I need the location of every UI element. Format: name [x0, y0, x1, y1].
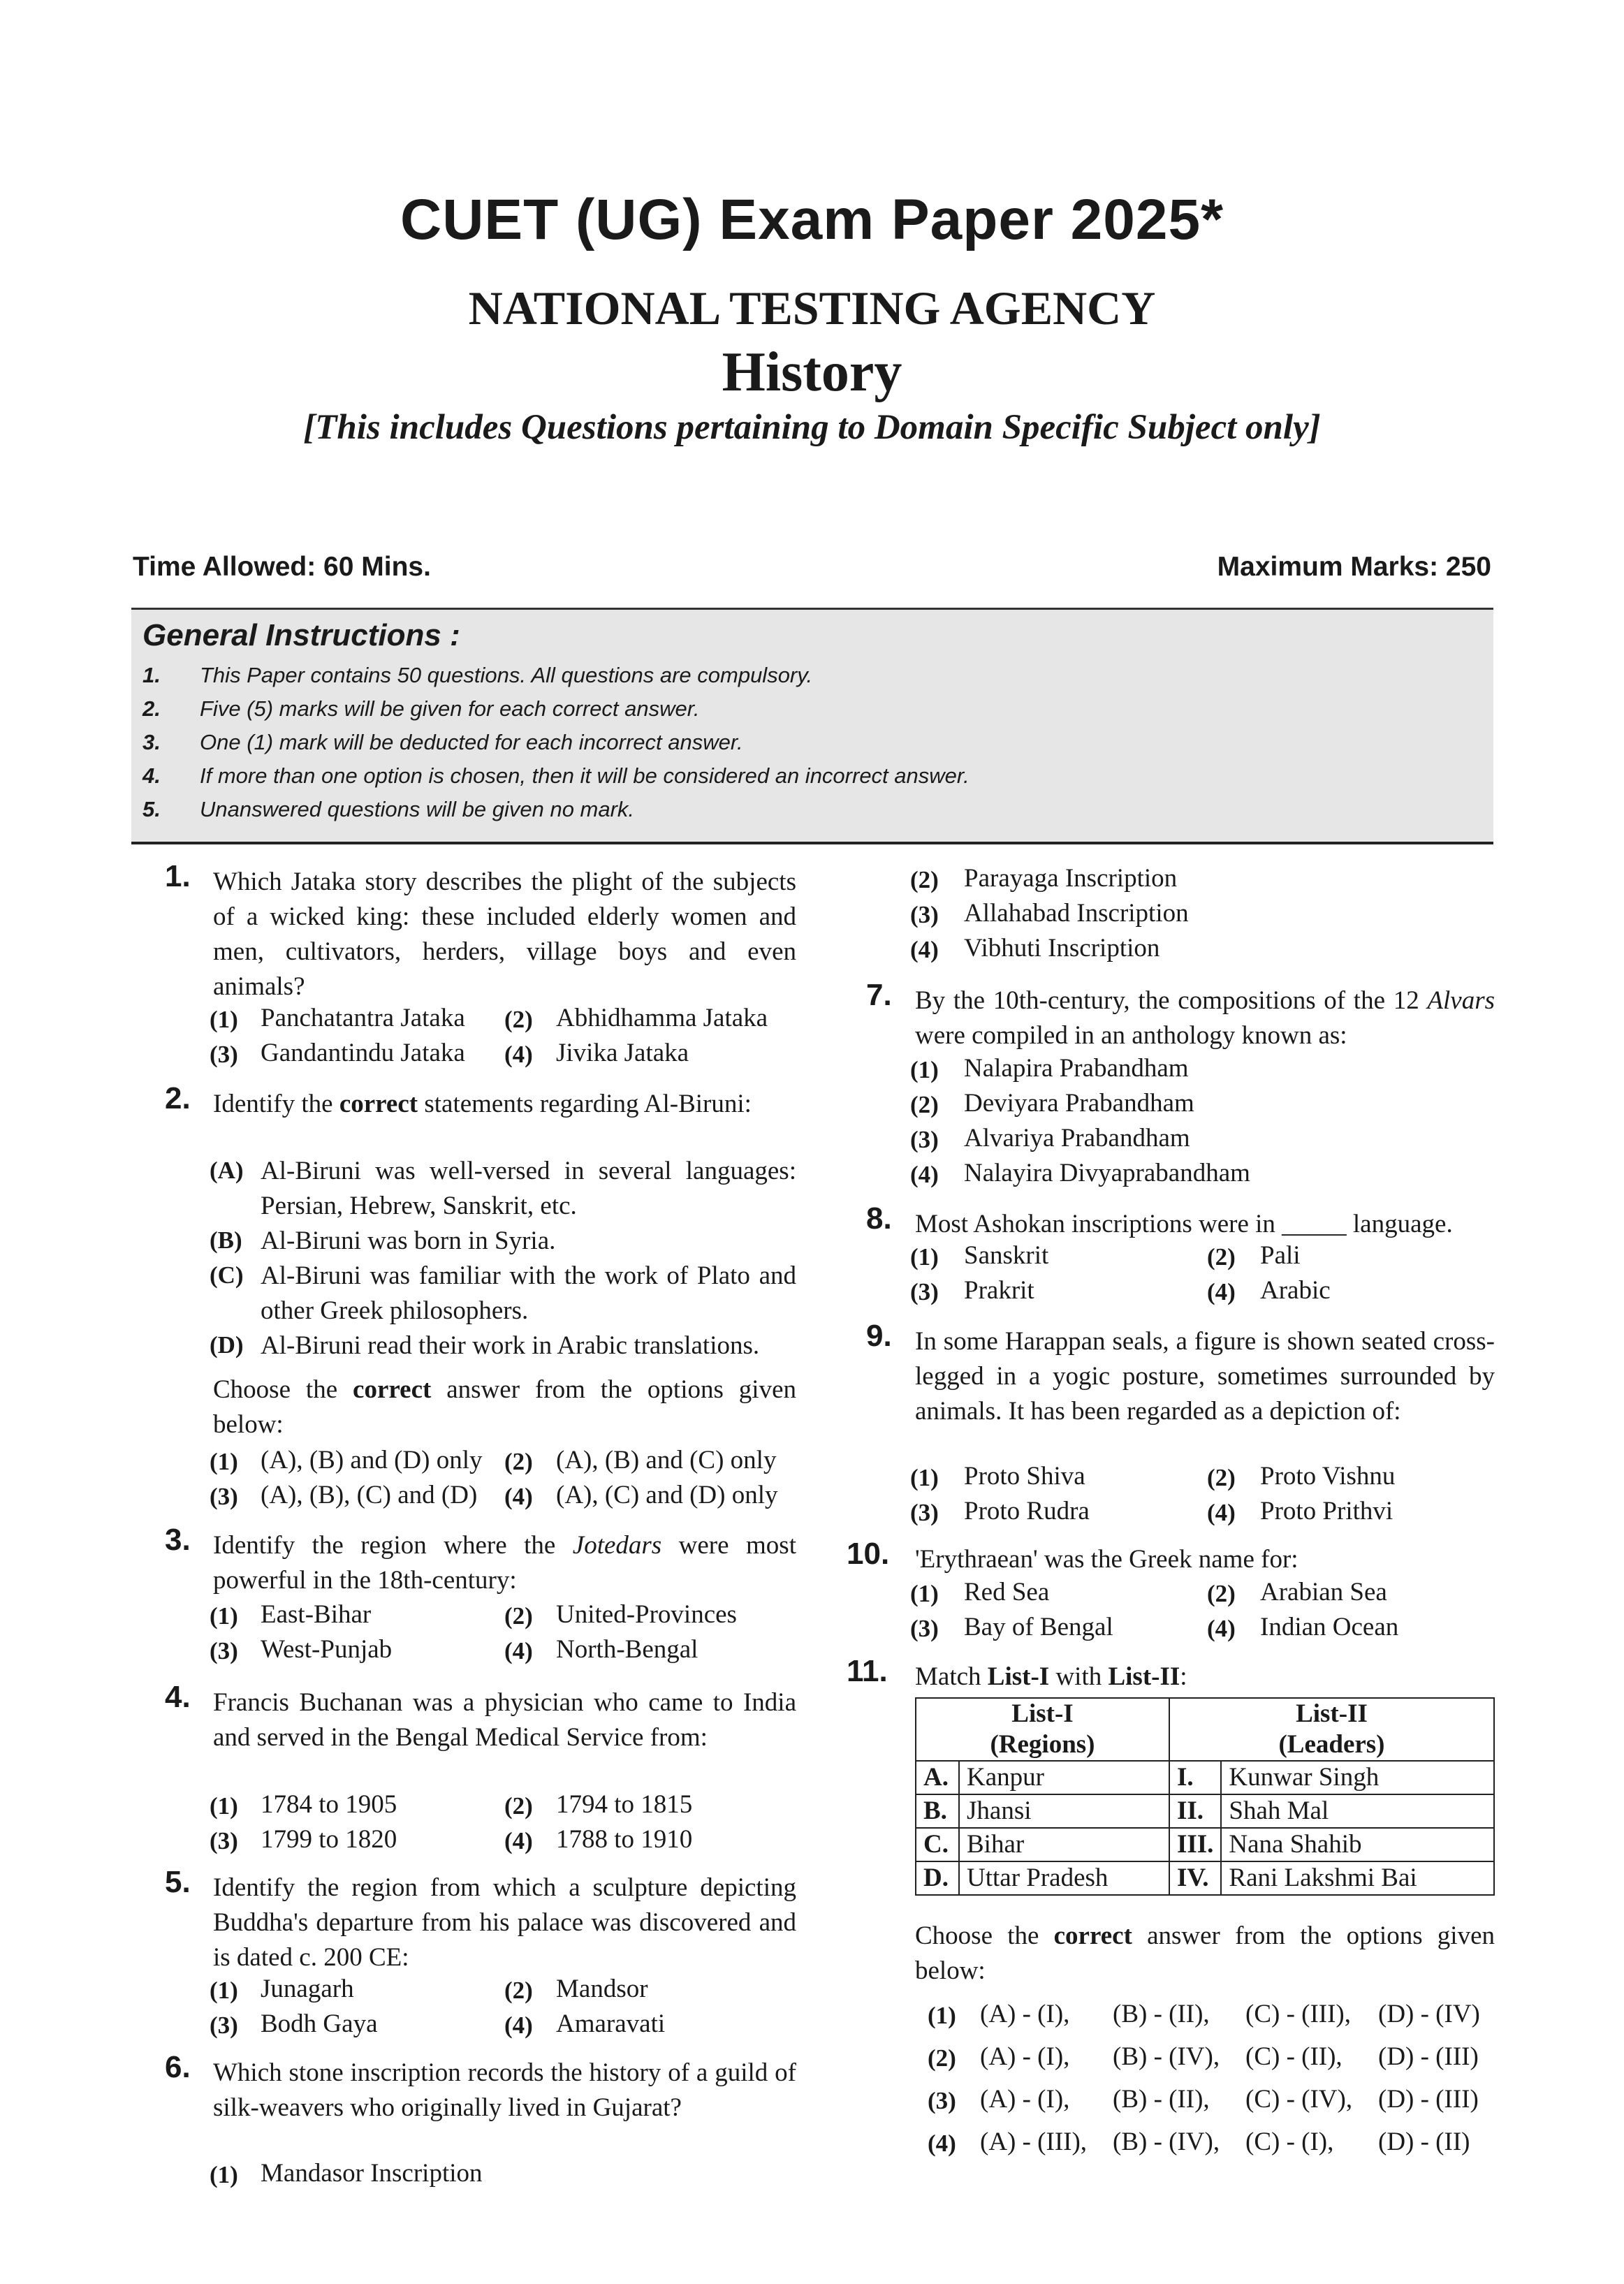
option-number: (3): [910, 901, 939, 928]
option-text: (B) - (IV),: [1113, 2128, 1220, 2156]
option-number: (4): [504, 2012, 533, 2039]
option-text: United-Provinces: [556, 1600, 737, 1629]
option-number: (3): [910, 1499, 939, 1526]
option-number: (4): [1207, 1499, 1236, 1526]
option-number: (4): [910, 1161, 939, 1188]
option-text: Proto Prithvi: [1260, 1497, 1393, 1525]
option-text: (D) - (III): [1378, 2042, 1479, 2071]
option-text: Alvariya Prabandham: [964, 1124, 1190, 1152]
option-text: 1784 to 1905: [261, 1790, 397, 1819]
option-number: (3): [910, 1278, 939, 1305]
question-number: 2.: [165, 1081, 191, 1115]
option-number: (4): [504, 1483, 533, 1510]
option-text: 1794 to 1815: [556, 1790, 693, 1819]
option-text: Nalayira Divyaprabandham: [964, 1159, 1250, 1187]
option-number: (2): [1207, 1464, 1236, 1491]
question-number: 1.: [165, 859, 191, 893]
table-row: B. Jhansi II. Shah Mal: [916, 1794, 1494, 1828]
option-number: (2): [504, 1006, 533, 1033]
option-number: (2): [928, 2044, 956, 2072]
option-number: (3): [910, 1126, 939, 1153]
subject-title: History: [722, 342, 902, 403]
option-text: Vibhuti Inscription: [964, 934, 1160, 962]
option-number: (1): [210, 1792, 238, 1820]
option-number: (4): [504, 1041, 533, 1068]
option-number: (1): [928, 2002, 956, 2029]
general-instructions-box: General Instructions : 1. This Paper contains 50 questions. All questions are compulsory. 2. Five (5) marks will be given for each correct answer. 3. One (1) mark will be deducted for each incorrect answer. 4. If more than one option is chosen, then it will be considered an incorrect answer. 5. Unanswered questions will be given no mark.: [131, 608, 1493, 844]
statement-text: Al-Biruni read their work in Arabic translations.: [261, 1331, 760, 1360]
option-text: Deviyara Prabandham: [964, 1089, 1194, 1118]
option-text: Junagarh: [261, 1975, 354, 2003]
option-number: (1): [210, 1448, 238, 1475]
option-text: Bodh Gaya: [261, 2010, 378, 2038]
question-number: 6.: [165, 2050, 191, 2084]
option-text: Parayaga Inscription: [964, 864, 1178, 893]
time-allowed: Time Allowed: 60 Mins.: [133, 552, 431, 582]
option-text: Proto Shiva: [964, 1462, 1085, 1491]
option-text: Nalapira Prabandham: [964, 1054, 1189, 1083]
option-number: (3): [210, 1827, 238, 1854]
question-text: Which stone inscription records the history of a guild of silk-weavers who originally lived in Gujarat?: [213, 2058, 796, 2122]
option-text: Jivika Jataka: [556, 1039, 689, 1067]
statement-text: Al-Biruni was well-versed in several languages: Persian, Hebrew, Sanskrit, etc.: [261, 1157, 796, 1220]
option-text: North-Bengal: [556, 1635, 698, 1664]
question-number: 9.: [866, 1319, 892, 1353]
option-text: (C) - (II),: [1245, 2042, 1343, 2071]
option-number: (3): [210, 1637, 238, 1664]
agency-name: NATIONAL TESTING AGENCY: [468, 281, 1156, 335]
statement-key: (B): [210, 1227, 242, 1254]
option-text: Panchatantra Jataka: [261, 1004, 465, 1032]
option-text: Mandsor: [556, 1975, 648, 2003]
option-text: Red Sea: [964, 1578, 1050, 1606]
option-text: (C) - (IV),: [1245, 2085, 1353, 2114]
statement-key: (D): [210, 1331, 244, 1359]
option-number: (3): [928, 2087, 956, 2114]
option-number: (4): [928, 2130, 956, 2157]
instructions-heading: General Instructions :: [142, 618, 460, 652]
question-number: 7.: [866, 978, 892, 1012]
option-text: (C) - (I),: [1245, 2128, 1334, 2156]
option-text: (A) - (III),: [980, 2128, 1088, 2156]
option-text: Proto Vishnu: [1260, 1462, 1396, 1491]
option-text: Allahabad Inscription: [964, 899, 1189, 928]
option-number: (2): [1207, 1580, 1236, 1607]
option-number: (4): [504, 1827, 533, 1854]
option-number: (2): [504, 1977, 533, 2004]
option-text: (B) - (II),: [1113, 2000, 1210, 2028]
question-text: In some Harappan seals, a figure is shown seated cross-legged in a yogic posture, sometimes surrounded by animals. It has been regarded as a depiction of:: [915, 1327, 1495, 1426]
option-number: (1): [210, 2161, 238, 2188]
question-number: 11.: [847, 1654, 888, 1688]
option-text: 1799 to 1820: [261, 1825, 397, 1854]
option-number: (1): [910, 1580, 939, 1607]
option-text: (A) - (I),: [980, 2085, 1070, 2114]
table-row: C. Bihar III. Nana Shahib: [916, 1828, 1494, 1861]
statement-key: (C): [210, 1261, 244, 1289]
option-number: (4): [1207, 1278, 1236, 1305]
option-text: Proto Rudra: [964, 1497, 1090, 1525]
option-text: (C) - (III),: [1245, 2000, 1351, 2028]
option-text: Abhidhamma Jataka: [556, 1004, 768, 1032]
option-text: (D) - (IV): [1378, 2000, 1480, 2028]
question-text: Francis Buchanan was a physician who came to India and served in the Bengal Medical Service from:: [213, 1688, 796, 1752]
statement-key: (A): [210, 1157, 244, 1184]
statement-text: Al-Biruni was familiar with the work of Plato and other Greek philosophers.: [261, 1261, 796, 1325]
list-1-header: List-I (Regions): [916, 1698, 1169, 1761]
paper-title: CUET (UG) Exam Paper 2025*: [400, 188, 1224, 251]
option-text: Amaravati: [556, 2010, 666, 2038]
question-number: 4.: [165, 1680, 191, 1714]
option-number: (3): [210, 1483, 238, 1510]
option-number: (3): [210, 1041, 238, 1068]
option-number: (1): [210, 1602, 238, 1630]
question-text: 'Erythraean' was the Greek name for:: [915, 1545, 1299, 1574]
option-number: (2): [910, 1091, 939, 1118]
statement-text: Al-Biruni was born in Syria.: [261, 1227, 556, 1255]
question-number: 8.: [866, 1201, 892, 1236]
question-text: Identify the region where the Jotedars were most powerful in the 18th-century:: [213, 1531, 796, 1595]
scope-note: [This includes Questions pertaining to Domain Specific Subject only]: [303, 408, 1321, 447]
question-text: By the 10th-century, the compositions of the 12 Alvars were compiled in an anthology known as:: [915, 986, 1495, 1050]
question-text: Identify the region from which a sculpture depicting Buddha's departure from his palace was discovered and is dated c. 200 CE:: [213, 1873, 796, 1972]
question-number: 10.: [847, 1537, 890, 1571]
option-text: Pali: [1260, 1241, 1301, 1270]
option-text: (B) - (IV),: [1113, 2042, 1220, 2071]
option-number: (1): [210, 1006, 238, 1033]
option-text: (A) - (I),: [980, 2042, 1070, 2071]
list-2-header: List-II (Leaders): [1169, 1698, 1494, 1761]
question-text: Identify the correct statements regarding Al-Biruni:: [213, 1090, 752, 1118]
option-text: (A), (C) and (D) only: [556, 1481, 778, 1509]
option-number: (2): [504, 1602, 533, 1630]
match-table: [915, 1697, 1495, 1896]
table-row: A. Kanpur I. Kunwar Singh: [916, 1761, 1494, 1794]
question-number: 5.: [165, 1865, 191, 1899]
option-text: Prakrit: [964, 1276, 1034, 1305]
option-text: 1788 to 1910: [556, 1825, 693, 1854]
question-text: Which Jataka story describes the plight of the subjects of a wicked king: these included elderly women and men, cultivators, herders, village boys and even animals?: [213, 868, 796, 1001]
choose-instruction: Choose the correct answer from the options given below:: [213, 1375, 796, 1439]
option-number: (4): [1207, 1615, 1236, 1642]
option-text: Gandantindu Jataka: [261, 1039, 465, 1067]
option-number: (1): [210, 1977, 238, 2004]
choose-instruction: Choose the correct answer from the options given below:: [915, 1921, 1495, 1985]
option-number: (3): [210, 2012, 238, 2039]
option-text: (D) - (II): [1378, 2128, 1470, 2156]
option-text: Mandasor Inscription: [261, 2159, 483, 2188]
option-number: (1): [910, 1056, 939, 1083]
option-text: (B) - (II),: [1113, 2085, 1210, 2114]
option-number: (2): [1207, 1243, 1236, 1271]
question-text: Most Ashokan inscriptions were in _____ language.: [915, 1210, 1453, 1238]
option-text: (A), (B) and (C) only: [556, 1446, 777, 1474]
option-text: Arabian Sea: [1260, 1578, 1387, 1606]
option-text: (A), (B) and (D) only: [261, 1446, 483, 1474]
option-text: Arabic: [1260, 1276, 1331, 1305]
option-number: (2): [910, 866, 939, 893]
question-number: 3.: [165, 1523, 191, 1557]
option-number: (1): [910, 1464, 939, 1491]
option-text: East-Bihar: [261, 1600, 372, 1629]
maximum-marks: Maximum Marks: 250: [1217, 552, 1491, 582]
option-text: West-Punjab: [261, 1635, 393, 1664]
option-number: (1): [910, 1243, 939, 1271]
option-text: Indian Ocean: [1260, 1613, 1399, 1641]
option-number: (2): [504, 1448, 533, 1475]
option-text: Bay of Bengal: [964, 1613, 1113, 1641]
table-header-row: [916, 1698, 1494, 1761]
option-text: (A), (B), (C) and (D): [261, 1481, 478, 1509]
table-row: D. Uttar Pradesh IV. Rani Lakshmi Bai: [916, 1861, 1494, 1895]
option-text: Sanskrit: [964, 1241, 1049, 1270]
option-number: (4): [504, 1637, 533, 1664]
option-number: (3): [910, 1615, 939, 1642]
option-text: (D) - (III): [1378, 2085, 1479, 2114]
option-number: (4): [910, 936, 939, 963]
question-text: Match List-I with List-II:: [915, 1662, 1187, 1691]
option-number: (2): [504, 1792, 533, 1820]
option-text: (A) - (I),: [980, 2000, 1070, 2028]
